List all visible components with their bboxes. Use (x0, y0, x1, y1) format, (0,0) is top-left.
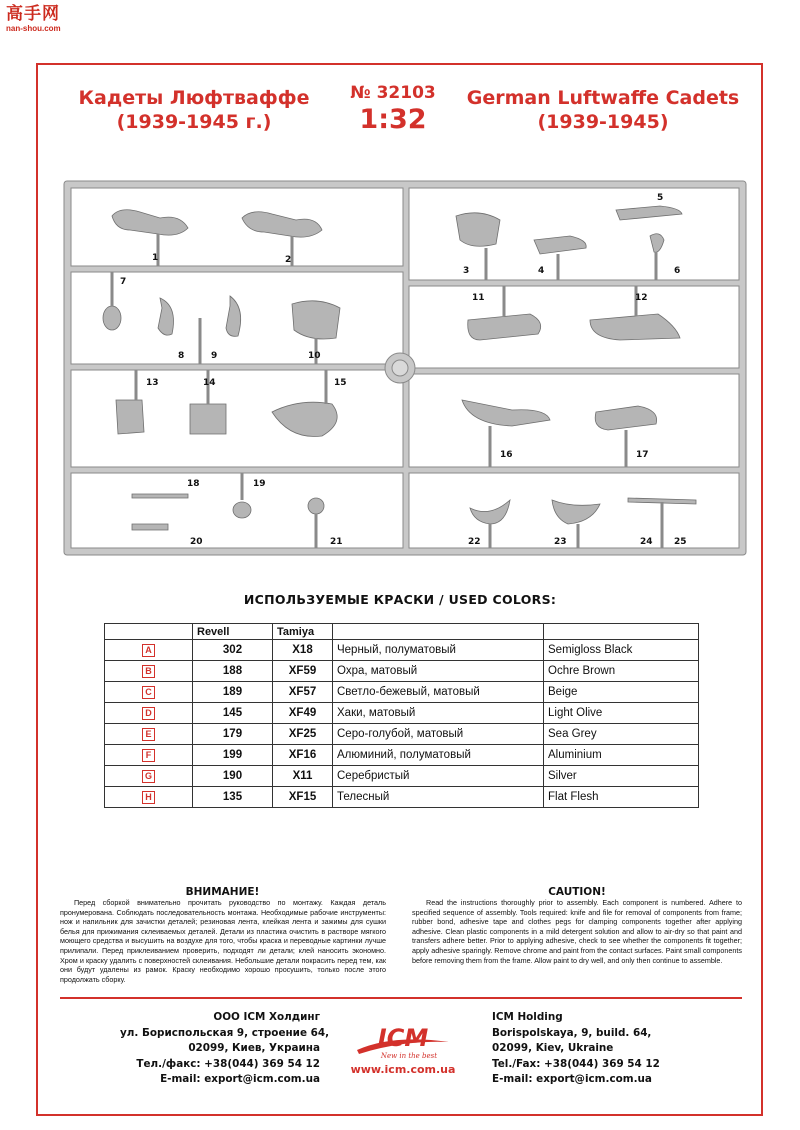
caution-title-en: CAUTION! (548, 886, 606, 898)
color-name-en: Beige (544, 682, 699, 703)
column-header-en (544, 624, 699, 640)
tamiya-code: XF59 (273, 661, 333, 682)
color-name-en: Aluminium (544, 745, 699, 766)
color-row (105, 787, 699, 808)
color-name-en: Light Olive (544, 703, 699, 724)
part-label: 21 (330, 537, 343, 547)
company-name-ru: ООО ICM Холдинг (213, 1011, 320, 1023)
part-label: 1 (152, 253, 159, 263)
part-label: 2 (285, 255, 292, 265)
tamiya-code: X18 (273, 640, 333, 661)
catalog-number: № 32103 (350, 83, 436, 103)
color-code-badge: E (142, 728, 155, 741)
icm-logo-text: ICM (377, 1024, 429, 1052)
title-english (450, 86, 756, 134)
color-code-badge: B (142, 665, 155, 678)
color-code-badge: G (142, 770, 155, 783)
part-label: 3 (463, 266, 470, 276)
revell-code: 199 (193, 745, 273, 766)
warning-text-ru: Перед сборкой внимательно прочитать руководство по монтажу. Каждая деталь пронумерована. Соблюдать последовательность монтажа. Необходимые рабочие инструменты: нож и напильник для зачистки деталей; резиновая лента, клейкая лента и зажимы для сушки белья для прижимания склеиваемых деталей. Детали из пластика очистить в растворе мягкого моющего средства и высушить на воздухе для того, чтобы краска и переводные картинки лучше прилипали. Перед приклеиванием проверить, подходят ли детали; клей наносить экономно. Хром и краску удалить с поверхностей склеивания. Небольшие детали покрасить перед тем, как они будут удалены из рамок. Краску необходимо хорошо просушить, только после этого продолжать сборку. (60, 898, 386, 984)
part-label: 18 (187, 479, 200, 489)
part-label: 19 (253, 479, 266, 489)
color-row (105, 766, 699, 787)
phone-en: Tel./Fax: +38(044) 369 54 12 (492, 1057, 660, 1070)
footer-divider (60, 997, 742, 999)
tamiya-code: XF57 (273, 682, 333, 703)
color-code-cell (105, 745, 193, 766)
revell-code: 188 (193, 661, 273, 682)
part-label: 13 (146, 378, 159, 388)
contact-block-en (492, 1010, 692, 1088)
tamiya-code: XF25 (273, 724, 333, 745)
color-code-cell (105, 766, 193, 787)
column-header-code (105, 624, 193, 640)
color-code-badge: A (142, 644, 155, 657)
title-en-line1: German Luftwaffe Cadets (466, 87, 740, 109)
color-row (105, 661, 699, 682)
colors-table-header (105, 624, 699, 640)
color-name-en: Silver (544, 766, 699, 787)
color-name-ru: Телесный (333, 787, 544, 808)
part-label: 7 (120, 277, 127, 287)
color-name-ru: Серебристый (333, 766, 544, 787)
address-street-en: Borispolskaya, 9, build. 64, (492, 1026, 652, 1039)
part-label: 22 (468, 537, 481, 547)
part-label: 10 (308, 351, 321, 361)
part-label: 20 (190, 537, 203, 547)
part-label: 23 (554, 537, 567, 547)
color-code-badge: F (142, 749, 155, 762)
color-code-cell (105, 787, 193, 808)
revell-code: 145 (193, 703, 273, 724)
color-code-cell (105, 661, 193, 682)
color-code-cell (105, 724, 193, 745)
address-city-en: 02099, Kiev, Ukraine (492, 1042, 614, 1054)
site-logo-text: 高手网 (6, 4, 60, 24)
tamiya-code: XF15 (273, 787, 333, 808)
tamiya-code: XF49 (273, 703, 333, 724)
color-code-cell (105, 640, 193, 661)
company-name-en: ICM Holding (492, 1011, 563, 1023)
column-header-revell: Revell (193, 624, 273, 640)
warning-title-ru: ВНИМАНИЕ! (185, 886, 260, 898)
part-label: 8 (178, 351, 185, 361)
icm-logo-slogan: New in the best (380, 1052, 438, 1060)
color-row (105, 703, 699, 724)
column-header-tamiya: Tamiya (273, 624, 333, 640)
color-name-en: Semigloss Black (544, 640, 699, 661)
color-name-ru: Алюминий, полуматовый (333, 745, 544, 766)
part-label: 9 (211, 351, 218, 361)
caution-text-en: Read the instructions thoroughly prior to assembly. Each component is numbered. Adhere to specified sequence of assembly. Tools required: knife and file for removal of components from frame; rubber bond, adhesive tape and clothes pegs for clamping components together after applying adhesive. Clean plastic components in a mild detergent solution and allow to air-dry so that paint and transfers adhere better. Prior to applying adhesive, check to see whether the components fit together; apply adhesive sparingly. Remove chrome and paint from the contact surfaces. Paint small components before removing them from the frame. Allow paint to dry well, and only then continue to assemble. (412, 898, 742, 965)
scale-label: 1:32 (359, 104, 427, 135)
title-en-line2: (1939-1945) (537, 111, 669, 133)
address-city-ru: 02099, Киев, Украина (188, 1042, 320, 1054)
revell-code: 190 (193, 766, 273, 787)
part-label: 11 (472, 293, 485, 303)
part-label: 4 (538, 266, 545, 276)
color-row (105, 724, 699, 745)
site-logo-url: nan-shou.com (6, 24, 61, 33)
color-code-badge: C (142, 686, 155, 699)
color-row (105, 745, 699, 766)
color-name-en: Flat Flesh (544, 787, 699, 808)
contact-block-ru (120, 1010, 330, 1088)
color-name-en: Sea Grey (544, 724, 699, 745)
part-label: 12 (635, 293, 648, 303)
revell-code: 189 (193, 682, 273, 703)
catalog-block (338, 82, 448, 136)
part-label: 24 (640, 537, 653, 547)
part-label: 16 (500, 450, 513, 460)
tamiya-code: X11 (273, 766, 333, 787)
revell-code: 135 (193, 787, 273, 808)
color-name-ru: Светло-бежевый, матовый (333, 682, 544, 703)
color-name-ru: Серо-голубой, матовый (333, 724, 544, 745)
part-label: 15 (334, 378, 347, 388)
color-code-badge: D (142, 707, 155, 720)
title-russian (60, 86, 328, 134)
color-row (105, 682, 699, 703)
email-en: E-mail: export@icm.com.ua (492, 1073, 652, 1085)
part-label: 25 (674, 537, 687, 547)
tamiya-code: XF16 (273, 745, 333, 766)
color-name-ru: Охра, матовый (333, 661, 544, 682)
title-ru-line1: Кадеты Люфтваффе (78, 87, 310, 109)
phone-ru: Тел./факс: +38(044) 369 54 12 (136, 1057, 320, 1070)
site-logo (6, 4, 74, 38)
color-code-cell (105, 682, 193, 703)
color-name-ru: Черный, полуматовый (333, 640, 544, 661)
title-ru-line2: (1939-1945 г.) (116, 111, 272, 133)
sprue-diagram (60, 178, 750, 558)
revell-code: 302 (193, 640, 273, 661)
colors-table (104, 623, 699, 808)
colors-heading: ИСПОЛЬЗУЕМЫЕ КРАСКИ / USED COLORS: (243, 592, 557, 607)
color-row (105, 640, 699, 661)
color-code-cell (105, 703, 193, 724)
website-link[interactable]: www.icm.com.ua (350, 1063, 456, 1076)
part-label: 5 (657, 193, 664, 203)
address-street-ru: ул. Бориспольская 9, строение 64, (120, 1026, 330, 1039)
color-code-badge: H (142, 791, 155, 804)
color-name-en: Ochre Brown (544, 661, 699, 682)
column-header-ru (333, 624, 544, 640)
email-ru: E-mail: export@icm.com.ua (160, 1073, 320, 1085)
color-name-ru: Хаки, матовый (333, 703, 544, 724)
icm-logo (353, 1020, 453, 1062)
part-label: 6 (674, 266, 681, 276)
part-label: 17 (636, 450, 649, 460)
part-label: 14 (203, 378, 216, 388)
revell-code: 179 (193, 724, 273, 745)
